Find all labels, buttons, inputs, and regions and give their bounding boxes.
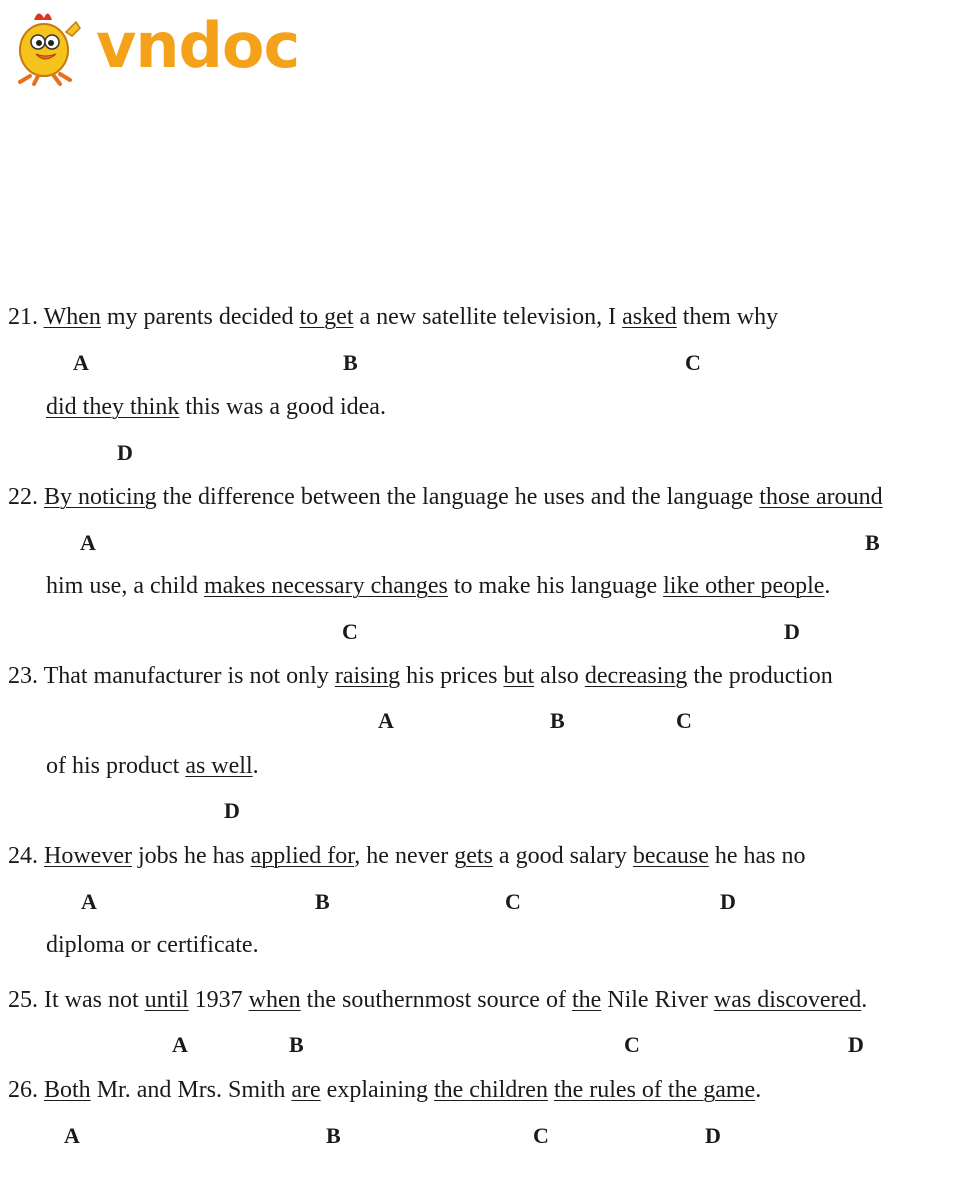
sentence-text: the difference between the language he uses and the language xyxy=(156,484,760,510)
sentence-text: a good salary xyxy=(492,843,633,869)
underlined-option: makes necessary changes xyxy=(203,573,448,599)
option-letter-c: C xyxy=(342,619,358,644)
underlined-option: when xyxy=(248,987,301,1013)
sentence-text: . xyxy=(861,987,868,1013)
underlined-option: until xyxy=(144,987,189,1013)
sentence-text: , he never xyxy=(354,843,455,869)
option-letter-c: C xyxy=(505,889,521,914)
underlined-option: By noticing xyxy=(44,484,157,510)
question-21-line-2 xyxy=(46,393,386,421)
question-number: 21. xyxy=(8,304,38,330)
sentence-text: to make his language xyxy=(447,573,664,599)
option-letter-a: A xyxy=(172,1032,188,1057)
sentence-text: . xyxy=(824,573,831,599)
sentence-text: . xyxy=(755,1077,762,1103)
underlined-option: However xyxy=(44,843,132,869)
sentence-text: my parents decided xyxy=(100,304,300,330)
option-letter-b: B xyxy=(315,889,330,914)
chick-mascot-icon xyxy=(8,6,88,86)
sentence-text: jobs he has xyxy=(131,843,251,869)
sentence-text: this was a good idea. xyxy=(179,394,386,420)
option-letter-c: C xyxy=(676,708,692,733)
question-22-line-2 xyxy=(46,572,830,600)
underlined-option: raising xyxy=(334,663,401,689)
underlined-option: gets xyxy=(454,843,493,869)
sentence-text: also xyxy=(534,663,585,689)
sentence-text: his prices xyxy=(400,663,504,689)
question-22-line-1 xyxy=(8,483,883,511)
vndoc-logo xyxy=(8,6,338,86)
sentence-text: diploma or certificate. xyxy=(46,932,259,958)
sentence-text: 1937 xyxy=(188,987,249,1013)
sentence-text: of his product xyxy=(46,753,186,779)
option-letter-b: B xyxy=(550,708,565,733)
underlined-option: are xyxy=(291,1077,321,1103)
option-letter-d: D xyxy=(705,1123,721,1148)
option-letter-d: D xyxy=(848,1032,864,1057)
sentence-text: That manufacturer is not only xyxy=(43,663,335,689)
sentence-text: him use, a child xyxy=(46,573,204,599)
sentence-text: he has no xyxy=(708,843,806,869)
underlined-option: Both xyxy=(44,1077,91,1103)
underlined-option: but xyxy=(503,663,535,689)
underlined-option: those around xyxy=(759,484,883,510)
sentence-text: Nile River xyxy=(601,987,714,1013)
underlined-option: to get xyxy=(299,304,354,330)
sentence-text: explaining xyxy=(320,1077,434,1103)
option-letter-c: C xyxy=(624,1032,640,1057)
underlined-option: the children xyxy=(433,1077,548,1103)
option-letter-c: C xyxy=(533,1123,549,1148)
underlined-option: did they think xyxy=(46,394,180,420)
question-23-line-2 xyxy=(46,752,259,780)
underlined-option: When xyxy=(43,304,101,330)
sentence-text: the southernmost source of xyxy=(300,987,572,1013)
option-letter-d: D xyxy=(720,889,736,914)
option-letter-b: B xyxy=(343,350,358,375)
sentence-text: a new satellite television, I xyxy=(353,304,623,330)
underlined-option: the xyxy=(571,987,602,1013)
underlined-option: applied for xyxy=(250,843,355,869)
sentence-text: Mr. and Mrs. Smith xyxy=(90,1077,292,1103)
sentence-text: the production xyxy=(687,663,833,689)
sentence-text: . xyxy=(252,753,259,779)
question-number: 24. xyxy=(8,843,38,869)
question-26-line-1 xyxy=(8,1076,761,1104)
question-25-line-1 xyxy=(8,986,867,1014)
question-number: 22. xyxy=(8,484,38,510)
option-letter-d: D xyxy=(784,619,800,644)
option-letter-a: A xyxy=(64,1123,80,1148)
question-24-line-1 xyxy=(8,842,806,870)
underlined-option: because xyxy=(632,843,709,869)
question-number: 23. xyxy=(8,663,38,689)
option-letter-b: B xyxy=(865,530,880,555)
option-letter-a: A xyxy=(73,350,89,375)
sentence-text: It was not xyxy=(44,987,145,1013)
option-letter-d: D xyxy=(117,440,133,465)
question-number: 26. xyxy=(8,1077,38,1103)
question-24-line-2 xyxy=(46,931,259,959)
logo-wordmark: vndoc xyxy=(96,9,300,82)
option-letter-b: B xyxy=(326,1123,341,1148)
sentence-text: them why xyxy=(676,304,779,330)
option-letter-c: C xyxy=(685,350,701,375)
underlined-option: was discovered xyxy=(713,987,862,1013)
option-letter-d: D xyxy=(224,798,240,823)
underlined-option: asked xyxy=(622,304,677,330)
option-letter-b: B xyxy=(289,1032,304,1057)
option-letter-a: A xyxy=(81,889,97,914)
underlined-option: like other people xyxy=(663,573,825,599)
underlined-option: as well xyxy=(185,753,253,779)
underlined-option: the rules of the game xyxy=(553,1077,756,1103)
question-21-line-1 xyxy=(8,303,778,331)
question-number: 25. xyxy=(8,987,38,1013)
underlined-option: decreasing xyxy=(584,663,688,689)
option-letter-a: A xyxy=(80,530,96,555)
question-23-line-1 xyxy=(8,662,833,690)
option-letter-a: A xyxy=(378,708,394,733)
